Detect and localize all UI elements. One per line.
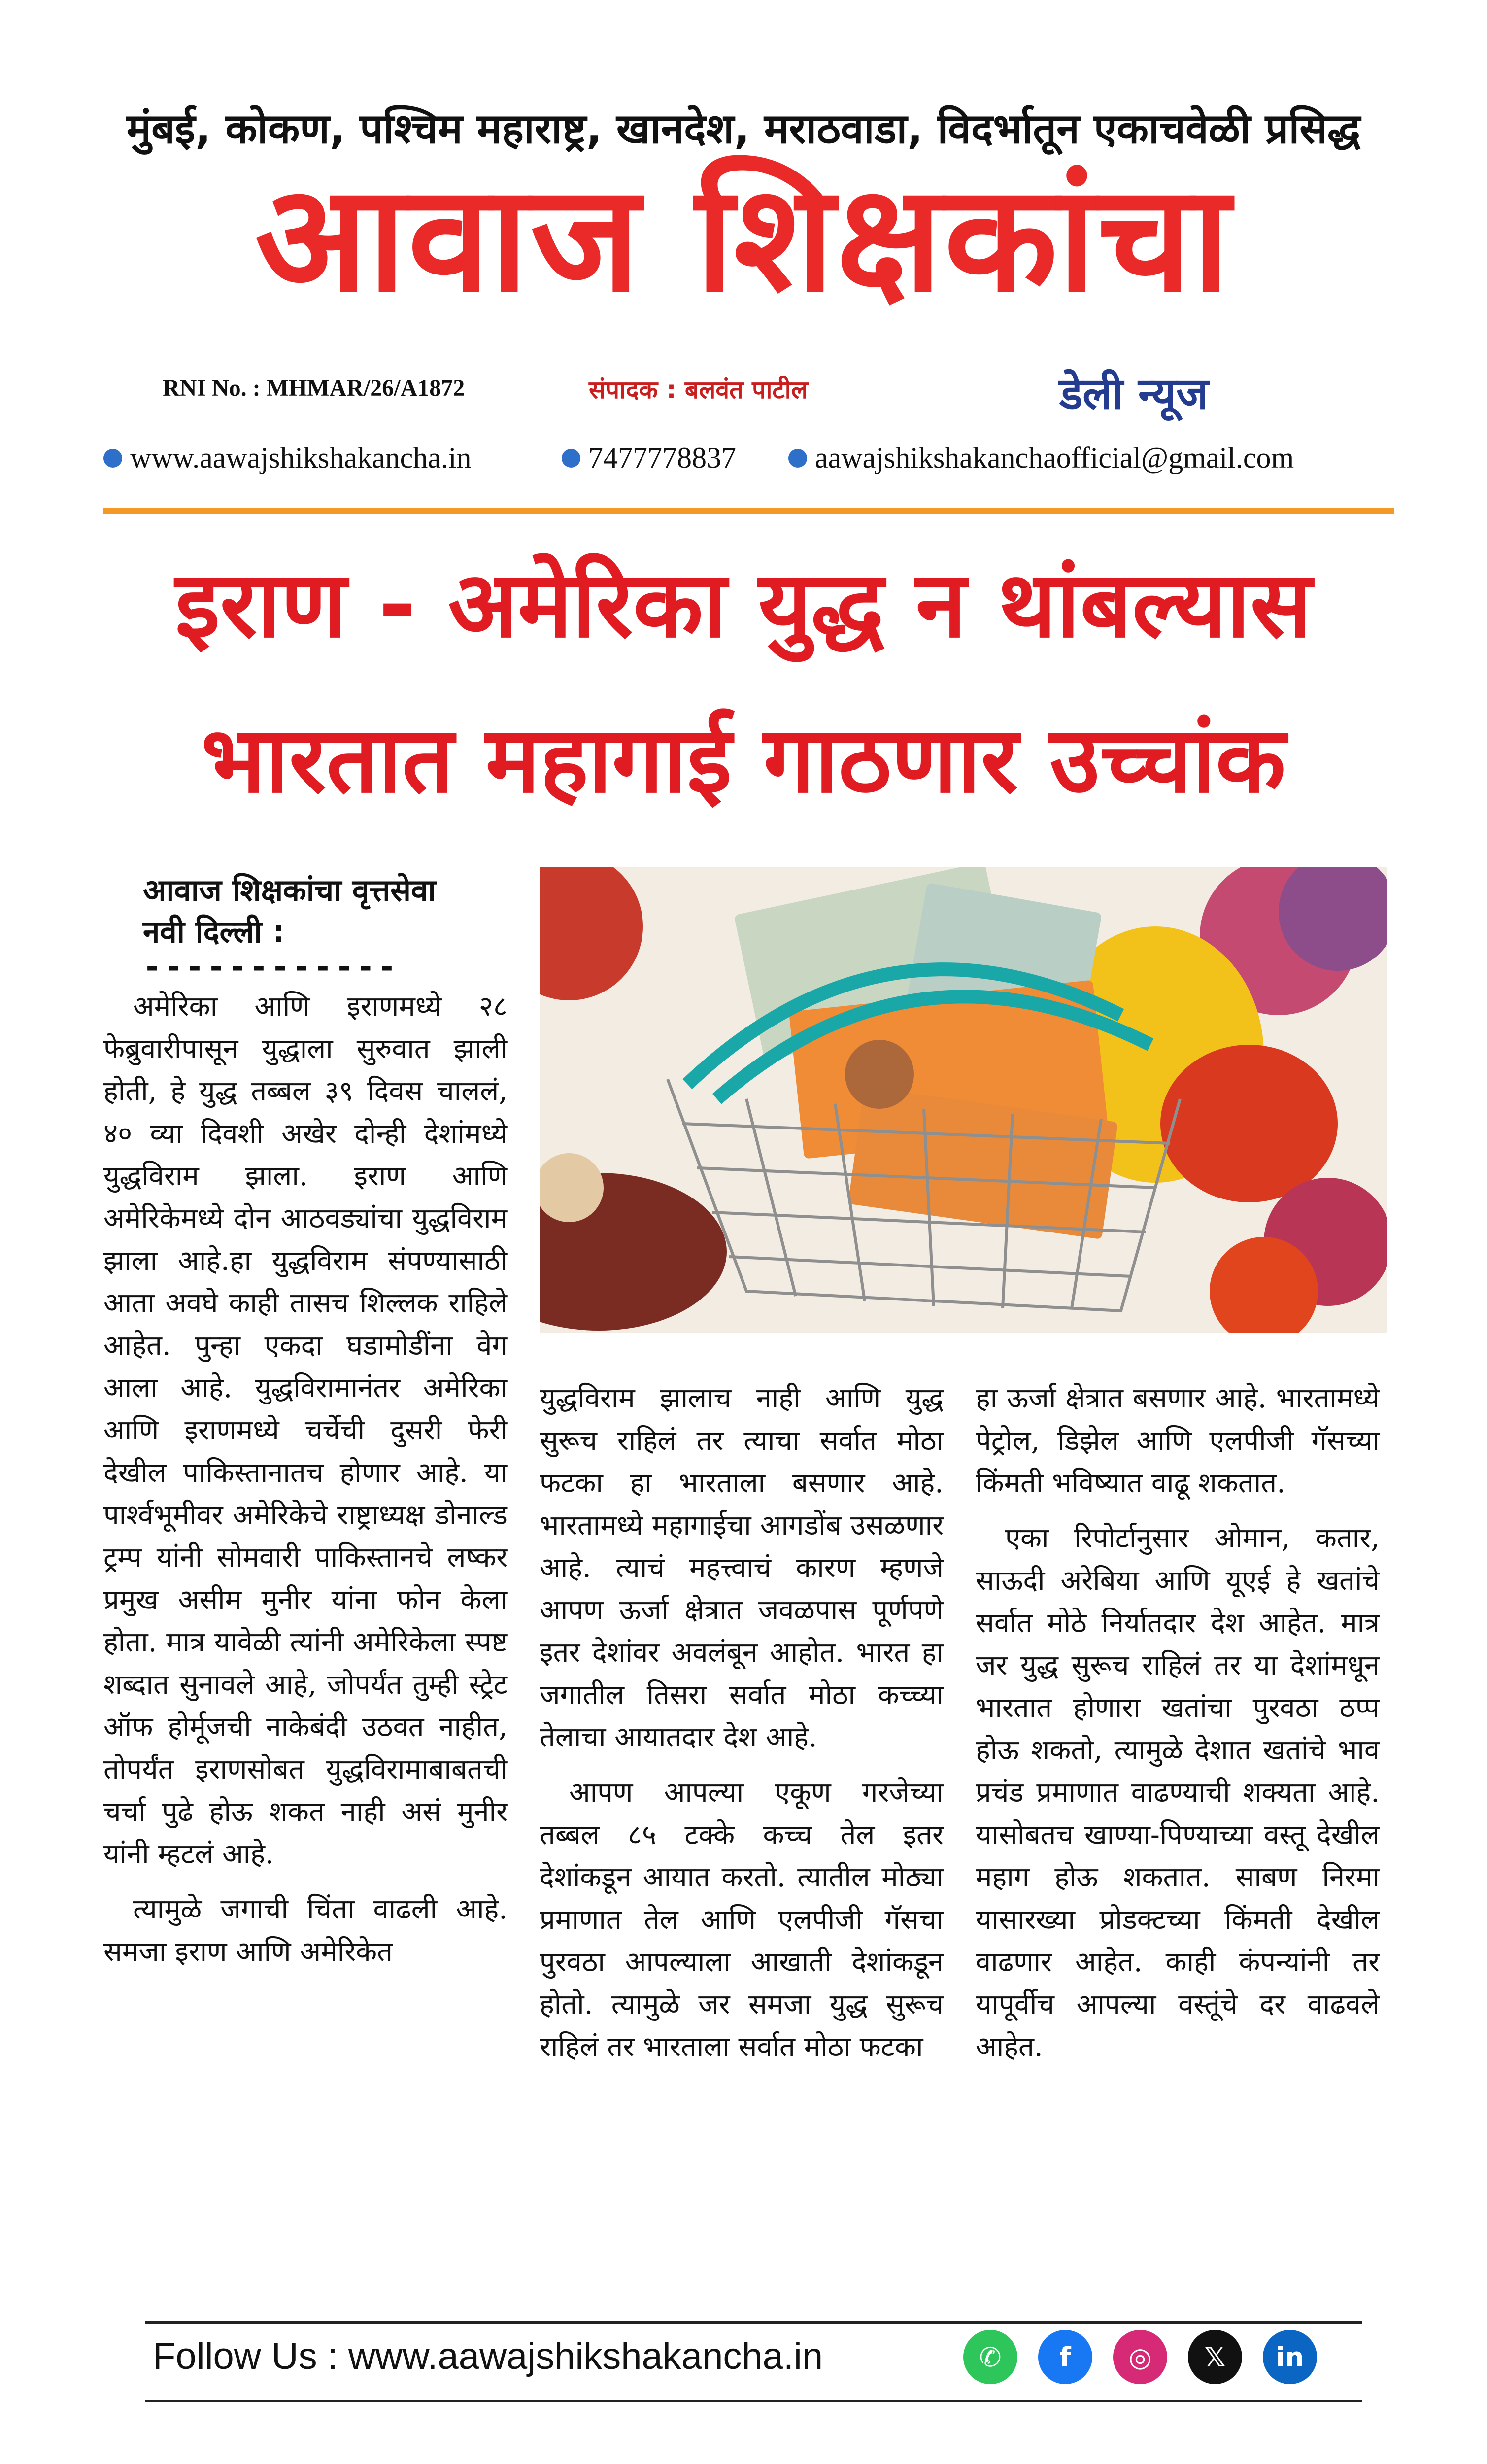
headline-line-1: इराण - अमेरिका युद्ध न थांबल्यास xyxy=(175,551,1312,658)
website-text: www.aawajshikshakancha.in xyxy=(130,442,472,474)
paragraph: त्यामुळे जगाची चिंता वाढली आहे. समजा इराण आणि अमेरिकेत xyxy=(103,1893,507,1968)
phone-contact[interactable] xyxy=(562,441,736,475)
x-icon[interactable]: 𝕏 xyxy=(1188,2330,1242,2384)
email-contact[interactable] xyxy=(788,441,1294,475)
website-contact[interactable] xyxy=(103,441,472,475)
social-icons xyxy=(963,2330,1317,2384)
byline-place: नवी दिल्ली : xyxy=(143,914,285,950)
whatsapp-icon[interactable]: ✆ xyxy=(963,2330,1017,2384)
paragraph: आपण आपल्या एकूण गरजेच्या तब्बल ८५ टक्के कच्च तेल इतर देशांकडून आयात करतो. त्यातील मोठ्या प्रमाणात तेल आणि एलपीजी गॅसचा पुरवठा आपल्याला आखाती देशांकडून होतो. त्यामुळे जर समजा युद्ध सुरूच राहिलं तर भारताला सर्वात मोठा फटका xyxy=(540,1777,944,2063)
article-column-2 xyxy=(540,1377,944,2068)
facebook-icon[interactable]: f xyxy=(1038,2330,1092,2384)
phone-text: 7477778837 xyxy=(588,442,736,474)
article-photo xyxy=(540,867,1387,1333)
shopping-basket-image xyxy=(540,867,1387,1333)
footer-divider-top xyxy=(145,2321,1362,2324)
rni-number: RNI No. : MHMAR/26/A1872 xyxy=(163,375,465,401)
tagline: मुंबई, कोकण, पश्चिम महाराष्ट्र, खानदेश, मराठवाडा, विदर्भातून एकाचवेळी प्रसिद्ध xyxy=(126,104,1361,153)
masthead-title: आवाज शिक्षकांचा xyxy=(255,153,1232,325)
byline-divider: ------------ xyxy=(143,949,399,985)
headline-line-2: भारतात महागाई गाठणार उच्चांक xyxy=(201,707,1286,813)
footer-divider-bottom xyxy=(145,2400,1362,2402)
article-column-3 xyxy=(976,1377,1380,2068)
contact-bar xyxy=(103,441,1385,485)
paragraph: अमेरिका आणि इराणमध्ये २८ फेब्रुवारीपासून युद्धाला सुरुवात झाली होती, हे युद्ध तब्बल ३९ दिवस चाललं, ४० व्या दिवशी अखेर दोन्ही देशांमध्ये युद्धविराम झाला. इराण आणि अमेरिकेमध्ये दोन आठवड्यांचा युद्धविराम झाला आहे.हा युद्धविराम संपण्यासाठी आता अवघे काही तासच शिल्लक राहिले आहेत. पुन्हा एकदा घडामोडींना वेग आला आहे. युद्धविरामानंतर अमेरिका आणि इराणमध्ये चर्चेची दुसरी फेरी देखील पाकिस्तानातच होणार आहे. या पार्श्वभूमीवर अमेरिकेचे राष्ट्राध्यक्ष डोनाल्ड ट्रम्प यांनी सोमवारी पाकिस्तानचे लष्कर प्रमुख असीम मुनीर यांना फोन केला होता. मात्र यावेळी त्यांनी अमेरिकेला स्पष्ट शब्दात सुनावले आहे, जोपर्यंत तुम्ही स्ट्रेट ऑफ होर्मूजची नाकेबंदी उठवत नाहीत, तोपर्यंत इराणसोबत युद्धविरामाबाबतची चर्चा पुढे होऊ शकत नाही असं मुनीर यांनी म्हटलं आहे. xyxy=(103,991,507,1870)
byline-agency: आवाज शिक्षकांचा वृत्तसेवा xyxy=(143,872,436,908)
byline xyxy=(143,870,436,953)
linkedin-icon[interactable]: in xyxy=(1263,2330,1317,2384)
editor-name: संपादक : बलवंत पाटील xyxy=(589,376,808,404)
globe-icon xyxy=(103,449,122,468)
article-column-1 xyxy=(103,986,507,1973)
email-text: aawajshikshakanchaofficial@gmail.com xyxy=(815,442,1294,474)
paragraph: युद्धविराम झालाच नाही आणि युद्ध सुरूच राहिलं तर त्याचा सर्वात मोठा फटका हा भारताला बसणार आहे. भारतामध्ये महागाईचा आगडोंब उसळणार आहे. त्याचं महत्त्वाचं कारण म्हणजे आपण ऊर्जा क्षेत्रात जवळपास पूर्णपणे इतर देशांवर अवलंबून आहोत. भारत हा जगातील तिसरा सर्वात मोठा कच्च्या तेलाचा आयातदार देश आहे. xyxy=(540,1382,944,1753)
header-divider xyxy=(103,508,1394,514)
phone-icon xyxy=(562,449,580,468)
email-icon xyxy=(788,449,807,468)
paragraph: एका रिपोर्टानुसार ओमान, कतार, साऊदी अरेबिया आणि यूएई हे खतांचे सर्वात मोठे निर्यातदार देश आहेत. मात्र जर युद्ध सुरूच राहिलं तर या देशांमधून भारतात होणारा खतांचा पुरवठा ठप्प होऊ शकतो, त्यामुळे देशात खतांचे भाव प्रचंड प्रमाणात वाढण्याची शक्यता आहे. यासोबतच खाण्या-पिण्याच्या वस्तू देखील महाग होऊ शकतात. साबण निरमा यासारख्या प्रोडक्टच्या किंमती देखील वाढणार आहेत. काही कंपन्यांनी तर यापूर्वीच आपल्या वस्तूंचे दर वाढवले आहेत. xyxy=(976,1522,1380,2063)
follow-us-text[interactable]: Follow Us : www.aawajshikshakancha.in xyxy=(153,2335,823,2377)
instagram-icon[interactable]: ◎ xyxy=(1113,2330,1167,2384)
edition-label: डेली न्यूज xyxy=(1059,368,1209,419)
paragraph: हा ऊर्जा क्षेत्रात बसणार आहे. भारतामध्ये पेट्रोल, डिझेल आणि एलपीजी गॅसच्या किंमती भविष्यात वाढू शकतात. xyxy=(976,1382,1380,1499)
